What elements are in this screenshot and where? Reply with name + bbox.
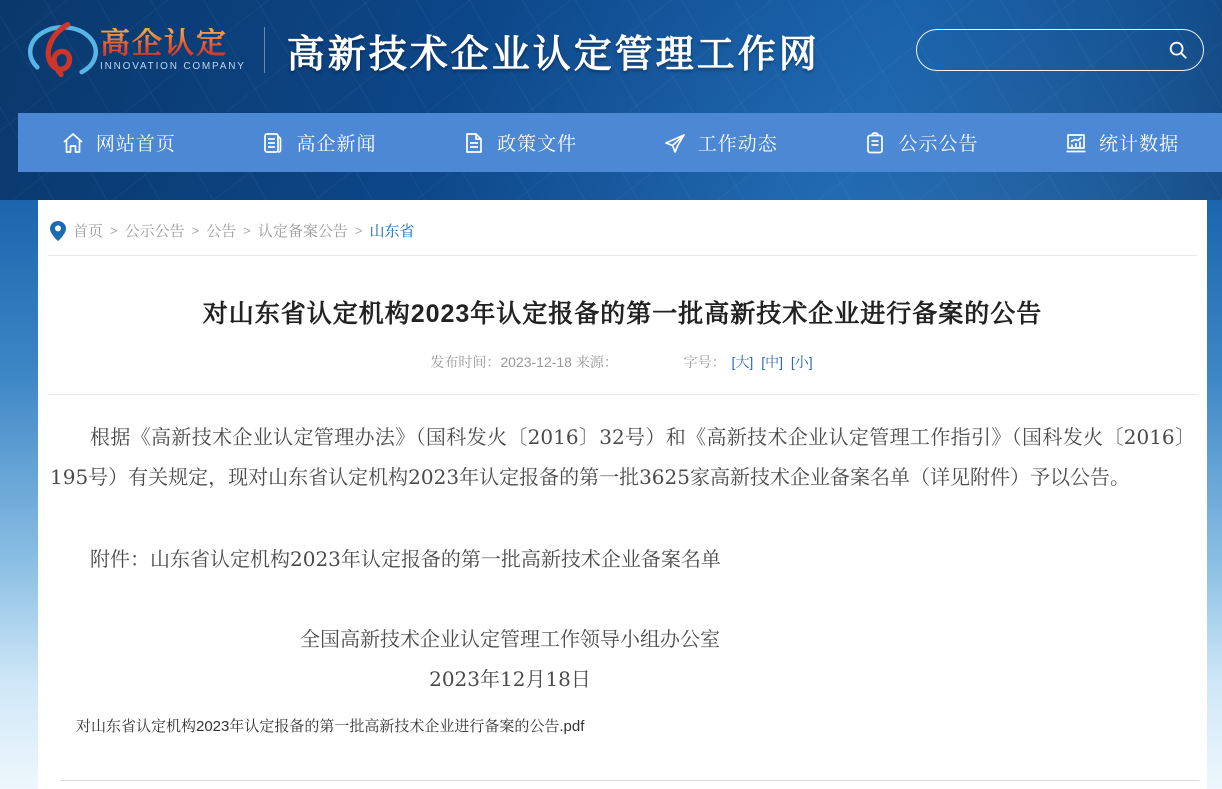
signature-block — [50, 619, 970, 699]
nav-label: 政策文件 — [497, 134, 578, 155]
attachment-pdf-link[interactable]: 对山东省认定机构2023年认定报备的第一批高新技术企业进行备案的公告.pdf — [76, 718, 585, 735]
header-top — [0, 0, 1222, 100]
nav-label: 高企新闻 — [296, 134, 377, 155]
news-icon — [261, 131, 285, 155]
search-button[interactable] — [1167, 39, 1189, 61]
breadcrumb-separator: > — [243, 223, 251, 238]
breadcrumb-separator: > — [110, 223, 118, 238]
nav-label: 公示公告 — [898, 134, 979, 155]
article-title: 对山东省认定机构2023年认定报备的第一批高新技术企业进行备案的公告 — [202, 300, 1043, 328]
source-label: 来源： — [575, 354, 618, 370]
breadcrumb-separator: > — [191, 223, 200, 238]
breadcrumb-recognition-filing[interactable]: 认定备案公告 — [257, 223, 348, 240]
nav-item-statistics[interactable] — [1064, 129, 1179, 156]
header-banner — [0, 0, 1222, 200]
logo-title: 高企认定 — [100, 28, 246, 60]
site-title: 高新技术企业认定管理工作网 — [286, 30, 820, 76]
content-card — [38, 200, 1207, 789]
font-size-large-button[interactable]: [大] — [731, 354, 754, 370]
site-logo-icon — [16, 11, 98, 89]
breadcrumb-notice[interactable]: 公告 — [206, 223, 237, 240]
article-meta — [48, 352, 1197, 395]
bottom-divider — [60, 780, 1199, 781]
bar-chart-icon — [1064, 131, 1088, 155]
article-body — [48, 395, 1197, 699]
paper-plane-icon — [663, 131, 687, 155]
page-background — [0, 200, 1222, 789]
publish-date: 2023-12-18 — [500, 354, 572, 370]
breadcrumb-announcements[interactable]: 公示公告 — [124, 223, 185, 240]
breadcrumb-shandong[interactable]: 山东省 — [369, 223, 415, 240]
nav-item-announcements[interactable] — [863, 129, 978, 156]
home-icon — [61, 131, 85, 155]
header-divider — [264, 27, 265, 73]
search-icon — [1167, 39, 1189, 61]
font-size-medium-button[interactable]: [中] — [761, 354, 783, 370]
clipboard-icon — [863, 131, 887, 155]
attachment-label: 附件：山东省认定机构2023年认定报备的第一批高新技术企业备案名单 — [90, 547, 721, 571]
main-nav — [18, 113, 1222, 172]
breadcrumb-separator: > — [354, 223, 363, 238]
policy-document-icon — [462, 131, 486, 155]
nav-label: 工作动态 — [697, 134, 778, 155]
nav-label: 统计数据 — [1099, 134, 1180, 155]
nav-label: 网站首页 — [95, 134, 176, 155]
location-pin-icon — [50, 221, 66, 241]
search-box[interactable] — [916, 29, 1204, 71]
nav-item-home[interactable] — [61, 129, 176, 156]
nav-item-policy[interactable] — [462, 129, 577, 156]
nav-item-news[interactable] — [261, 129, 376, 156]
site-logo-text — [100, 25, 246, 73]
signature-organization: 全国高新技术企业认定管理工作领导小组办公室 — [300, 627, 720, 651]
breadcrumb — [48, 200, 1197, 256]
publish-time-label: 发布时间： — [430, 354, 501, 370]
article-paragraph: 根据《高新技术企业认定管理办法》（国科发火〔2016〕32号）和《高新技术企业认定管理工作指引》（国科发火〔2016〕195号）有关规定，现对山东省认定机构2023年认定报备的第一批3625家高新技术企业备案名单（详见附件）予以公告。 — [50, 425, 1195, 489]
logo-subtitle: INNOVATION COMPANY — [100, 61, 246, 72]
font-size-label: 字号： — [683, 354, 726, 370]
search-input[interactable] — [931, 42, 1167, 59]
nav-item-dynamics[interactable] — [663, 129, 778, 156]
signature-date: 2023年12月18日 — [429, 667, 591, 691]
font-size-small-button[interactable]: [小] — [790, 354, 813, 370]
breadcrumb-home[interactable]: 首页 — [73, 223, 104, 240]
